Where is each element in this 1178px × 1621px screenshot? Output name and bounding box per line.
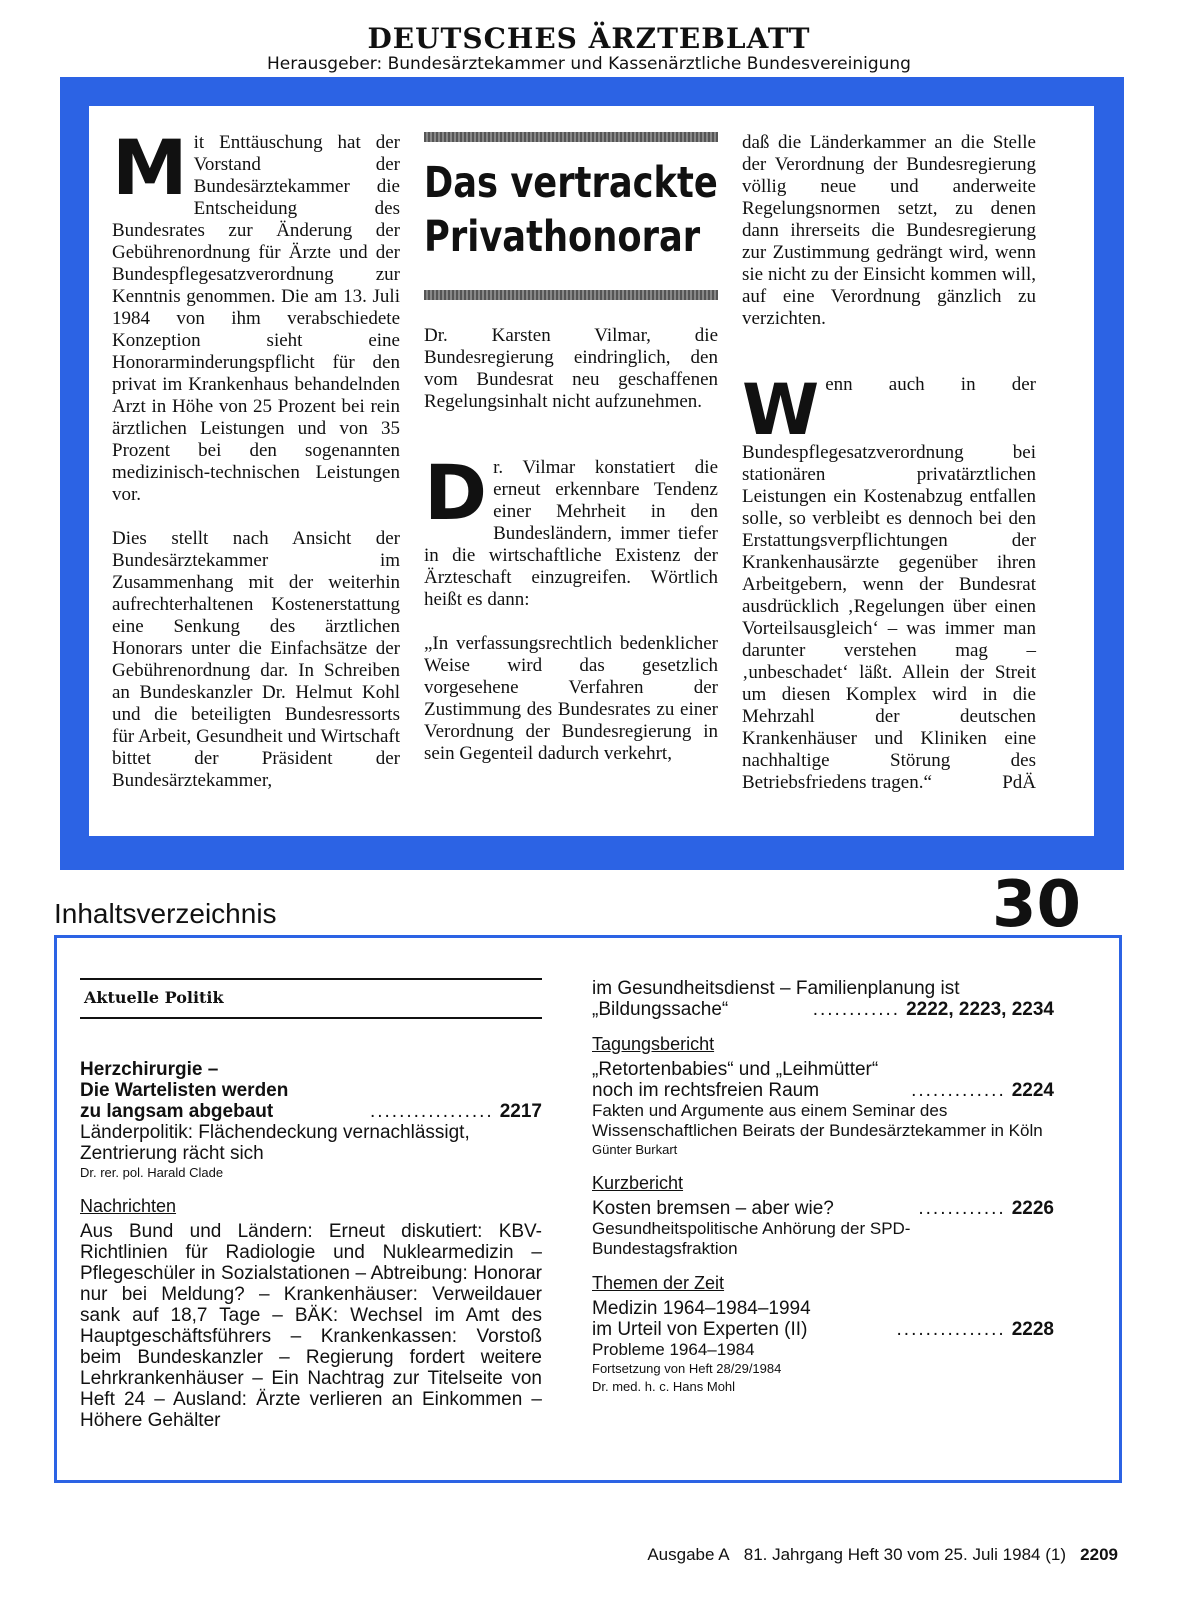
footer-volume: 81. Jahrgang Heft 30 vom 25. Juli 1984 (1) <box>743 1545 1066 1564</box>
toc-section-label: Kurzbericht <box>592 1173 684 1193</box>
article-column-2 <box>424 325 718 787</box>
article-column-3 <box>742 132 1036 794</box>
toc-entry-medizin[interactable]: Medizin 1964–1984–1994 im Urteil von Experten (II) ............... 2228 Probleme 1964–1984 Fortsetzung von Heft 28/29/1984 Dr. med. h. c. Hans Mohl <box>592 1298 1054 1394</box>
drop-cap: M <box>112 123 188 212</box>
toc-entry-kosten[interactable]: Kosten bremsen – aber wie? ............ 2226 Gesundheitspolitische Anhörung der SPD-Bundestagsfraktion <box>592 1198 1054 1258</box>
masthead-publisher: Herausgeber: Bundesärztekammer und Kassenärztliche Bundesvereinigung <box>267 54 911 74</box>
issue-number: 30 <box>992 868 1082 942</box>
toc-title: Inhaltsverzeichnis <box>54 898 277 929</box>
headline-block <box>424 132 718 300</box>
toc-author: Günter Burkart <box>592 1142 678 1157</box>
toc-section-header: Aktuelle Politik <box>80 978 542 1019</box>
toc-page: 2217 <box>499 1101 542 1122</box>
headline-rule-top <box>424 132 718 142</box>
toc-entry-nachrichten-cont[interactable]: im Gesundheitsdienst – Familienplanung ist „Bildungssache“ ............ 2222, 2223, 2234 <box>592 978 1054 1020</box>
toc-section-label: Themen der Zeit <box>592 1273 725 1293</box>
toc-author: Dr. rer. pol. Harald Clade <box>80 1165 224 1180</box>
article-paragraph: Dies stellt nach Ansicht der Bundesärztekammer im Zusammenhang mit der weiterhin aufrechterhaltenen Kostenerstattung eine Senkung des ärztlichen Honorars unter die Einfachsätze der Gebührenordnung dar. In Schreiben an Bundeskanzler Dr. Helmut Kohl und die beteiligten Bundesressorts für Arbeit, Gesundheit und Wirtschaft bittet der Präsident der Bundesärztekammer, <box>112 528 400 791</box>
toc-column-left <box>80 978 542 1445</box>
footer-page-number: 2209 <box>1080 1545 1118 1564</box>
article-paragraph: Dr. Karsten Vilmar, die Bundesregierung eindringlich, den vom Bundesrat neu geschaffenen Regelungsinhalt nicht aufzunehmen. <box>424 325 718 412</box>
article-paragraph: Wenn auch in der Bundespflegesatzverordnung bei stationären privatärztlichen Leistungen ein Kostenabzug entfallen solle, so verbleibt es dennoch bei den Erstattungsverpflichtungen der Krankenhausärzte gegenüber ihren Arbeitgebern, wenn der Bundesrat ausdrücklich ‚Regelungen über einen Vorteilsausgleich‘ – was immer man darunter verstehen mag – ‚unbeschadet‘ läßt. Allein der Streit um diesen Komplex wird in die Mehrzahl der deutschen Krankenhäuser und Kliniken eine nachhaltige Störung des Betriebsfriedens tragen.“ PdÄ <box>742 369 1036 793</box>
toc-author: Dr. med. h. c. Hans Mohl <box>592 1379 736 1394</box>
toc-entry-nachrichten[interactable]: Aus Bund und Ländern: Erneut diskutiert: KBV-Richtlinien für Radiologie und Nuklearmedizin – Pflegeschüler in Sozialstationen – Abtreibung: Honorar nur bei Meldung? – Krankenhäuser: Verweildauer sank auf 18,7 Tage – BÄK: Wechsel im Amt des Hauptgeschäftsführers – Krankenkassen: Vorstoß beim Bundeskanzler – Regierung fordert weitere Lehrkrankenhäuser – Ein Nachtrag zur Titelseite von Heft 24 – Ausland: Ärzte verlieren an Einkommen – Höhere Gehälter <box>80 1221 542 1431</box>
article-paragraph: Dr. Vilmar konstatiert die erneut erkennbare Tendenz einer Mehrheit in den Bundesländern, immer tiefer in die wirtschaftliche Existenz der Ärzteschaft einzugreifen. Wörtlich heißt es dann: <box>424 448 718 610</box>
article-headline: Das vertrackte Privathonorar <box>424 158 718 262</box>
toc-entry-retortenbabies[interactable]: „Retortenbabies“ und „Leihmütter“ noch im rechtsfreien Raum ............. 2224 Fakten und Argumente aus einem Seminar des Wissenschaftlichen Beirats der Bundesärztekammer in Köln Günter Burkart <box>592 1059 1054 1157</box>
drop-cap: D <box>424 448 488 537</box>
toc-section-label: Nachrichten <box>80 1196 177 1216</box>
toc-page: 2224 <box>1011 1080 1054 1101</box>
toc-page: 2228 <box>1011 1319 1054 1340</box>
page-footer <box>647 1545 1118 1565</box>
article-quote: „In verfassungsrechtlich bedenklicher Weise wird das gesetzlich vorgesehene Verfahren der Zustimmung des Bundesrates zu einer Verordnung der Bundesregierung in sein Gegenteil dadurch verkehrt, <box>424 633 718 764</box>
toc-entry-herzchirurgie[interactable]: Herzchirurgie – Die Wartelisten werden zu langsam abgebaut ................. 2217 Länderpolitik: Flächendeckung vernachlässigt, Zentrierung rächt sich Dr. rer. pol. Harald Clade <box>80 1059 542 1180</box>
headline-rule-bottom <box>424 290 718 300</box>
article-signature: PdÄ <box>1002 772 1036 793</box>
article-column-1 <box>112 123 400 814</box>
toc-note: Fortsetzung von Heft 28/29/1984 <box>592 1361 782 1376</box>
article-paragraph: Mit Enttäuschung hat der Vorstand der Bundesärztekammer die Entscheidung des Bundesrates zur Änderung der Gebührenordnung für Ärzte und der Bundespflegesatzverordnung zur Kenntnis genommen. Die am 13. Juli 1984 von ihm verabschiedete Konzeption sieht eine Honorarminderungspflicht für den privat im Krankenhaus behandelnden Arzt in Höhe von 25 Prozent bei rein ärztlichen Leistungen und von 35 Prozent bei den sogenannten medizinisch-technischen Leistungen vor. <box>112 123 400 505</box>
toc-page: 2226 <box>1011 1198 1054 1219</box>
drop-cap: W <box>742 369 820 451</box>
masthead-title: DEUTSCHES ÄRZTEBLATT <box>367 22 811 55</box>
article-paragraph: daß die Länderkammer an die Stelle der Verordnung der Bundesregierung völlig neue und anderweite Regelungsnormen setzt, zu denen dann ihrerseits die Bundesregierung zur Zustimmung gedrängt wird, wenn sie nicht zu der Einsicht kommen will, auf eine Verordnung gänzlich zu verzichten. <box>742 132 1036 329</box>
toc-page: 2222, 2223, 2234 <box>906 999 1054 1020</box>
footer-edition: Ausgabe A <box>647 1545 730 1564</box>
toc-column-right <box>592 978 1054 1410</box>
toc-section-label: Tagungsbericht <box>592 1034 715 1054</box>
